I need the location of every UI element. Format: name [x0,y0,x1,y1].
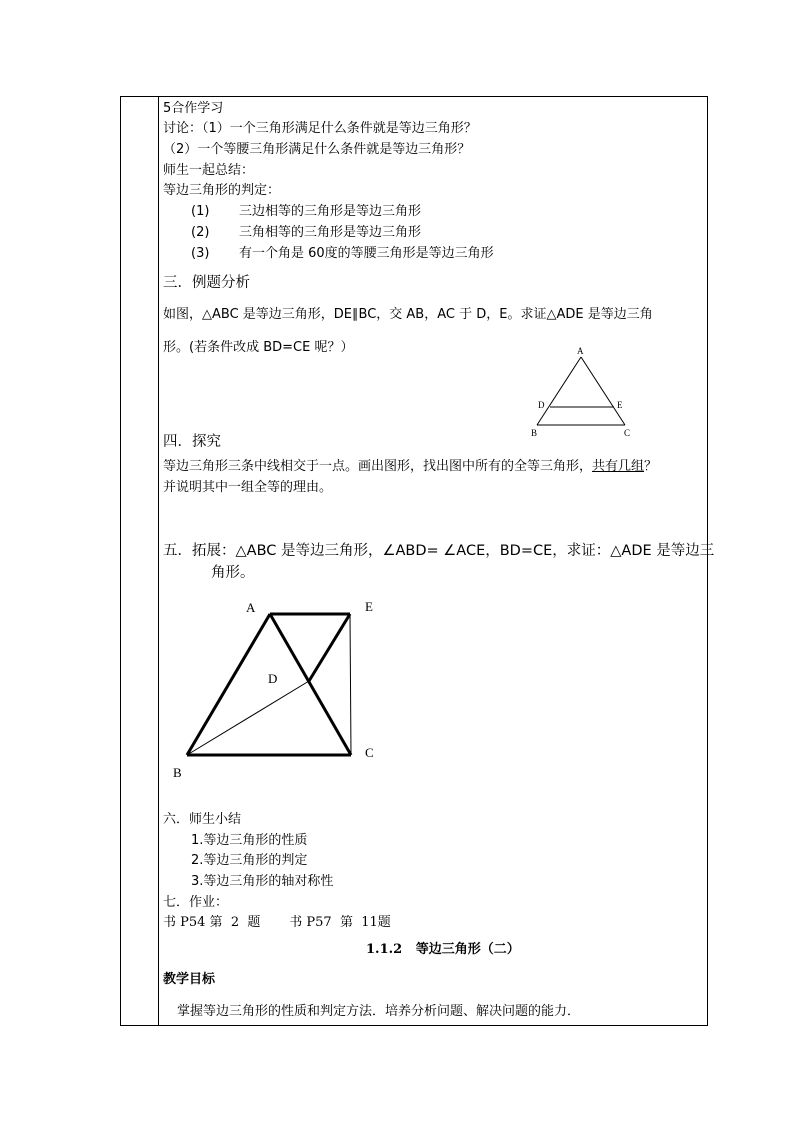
label-b: B [173,765,182,780]
judge-title: 等边三角形的判定： [163,183,281,198]
table-column-divider [158,96,159,1026]
coop-question-2: （2）一个等腰三角形满足什么条件就是等边三角形？ [163,142,471,157]
coop-question-1: 讨论：（1）一个三角形满足什么条件就是等边三角形？ [163,121,477,136]
goals-heading: 教学目标 [163,972,216,987]
label-d: D [538,400,545,410]
judge-item-3: (3) 有一个角是 60度的等腰三角形是等边三角形 [191,246,494,261]
label-a: A [577,346,584,356]
recap-heading: 六．师生小结 [163,812,242,827]
coop-summary: 师生一起总结： [163,163,255,178]
homework-line: 书 P54 第 2 题 书 P57 第 11题 [163,915,391,930]
label-c: C [365,745,374,760]
label-a: A [246,600,256,615]
explore-line2: 并说明其中一组全等的理由。 [163,480,333,495]
segment-bd [187,681,309,755]
example-problem-line2: 形。(若条件改成 BD=CE 呢？） [163,340,354,355]
explore-heading: 四．探究 [163,434,221,450]
label-e: E [365,599,373,614]
label-c: C [624,428,631,438]
side-ab [537,357,581,425]
extend-problem-line2: 角形。 [211,565,255,581]
side-ac [270,614,351,755]
label-b: B [531,428,538,438]
recap-item-1: 1.等边三角形的性质 [191,833,308,848]
judge-item-1: (1) 三边相等的三角形是等边三角形 [191,204,422,219]
extend-figure [165,595,390,785]
extend-problem-line1: 五．拓展：△ABC 是等边三角形，∠ABD= ∠ACE，BD=CE，求证：△ADE 是等边三 [163,543,715,559]
next-lesson-title: 1.1.2 等边三角形（二） [366,942,520,957]
judge-item-2: (2) 三角相等的三角形是等边三角形 [191,225,422,240]
label-e: E [617,400,623,410]
coop-heading: 5合作学习 [163,101,224,116]
recap-item-2: 2.等边三角形的判定 [191,853,308,868]
side-ab [187,614,270,755]
explore-line1: 等边三角形三条中线相交于一点。画出图形，找出图中所有的全等三角形，共有几组？ [163,459,658,474]
example-heading: 三．例题分析 [163,275,250,291]
goals-text: 掌握等边三角形的性质和判定方法．培养分析问题、解决问题的能力． [177,1004,581,1019]
label-d: D [268,671,278,686]
example-problem-line1: 如图，△ABC 是等边三角形，DE∥BC，交 AB，AC 于 D，E。求证△ADE 是等边三角 [163,307,653,322]
segment-ec [350,614,351,755]
segment-ed [309,614,350,681]
recap-item-3: 3.等边三角形的轴对称性 [191,874,334,889]
homework-heading: 七．作业： [163,895,229,910]
side-ac [581,357,625,425]
example-triangle-figure [525,342,640,440]
